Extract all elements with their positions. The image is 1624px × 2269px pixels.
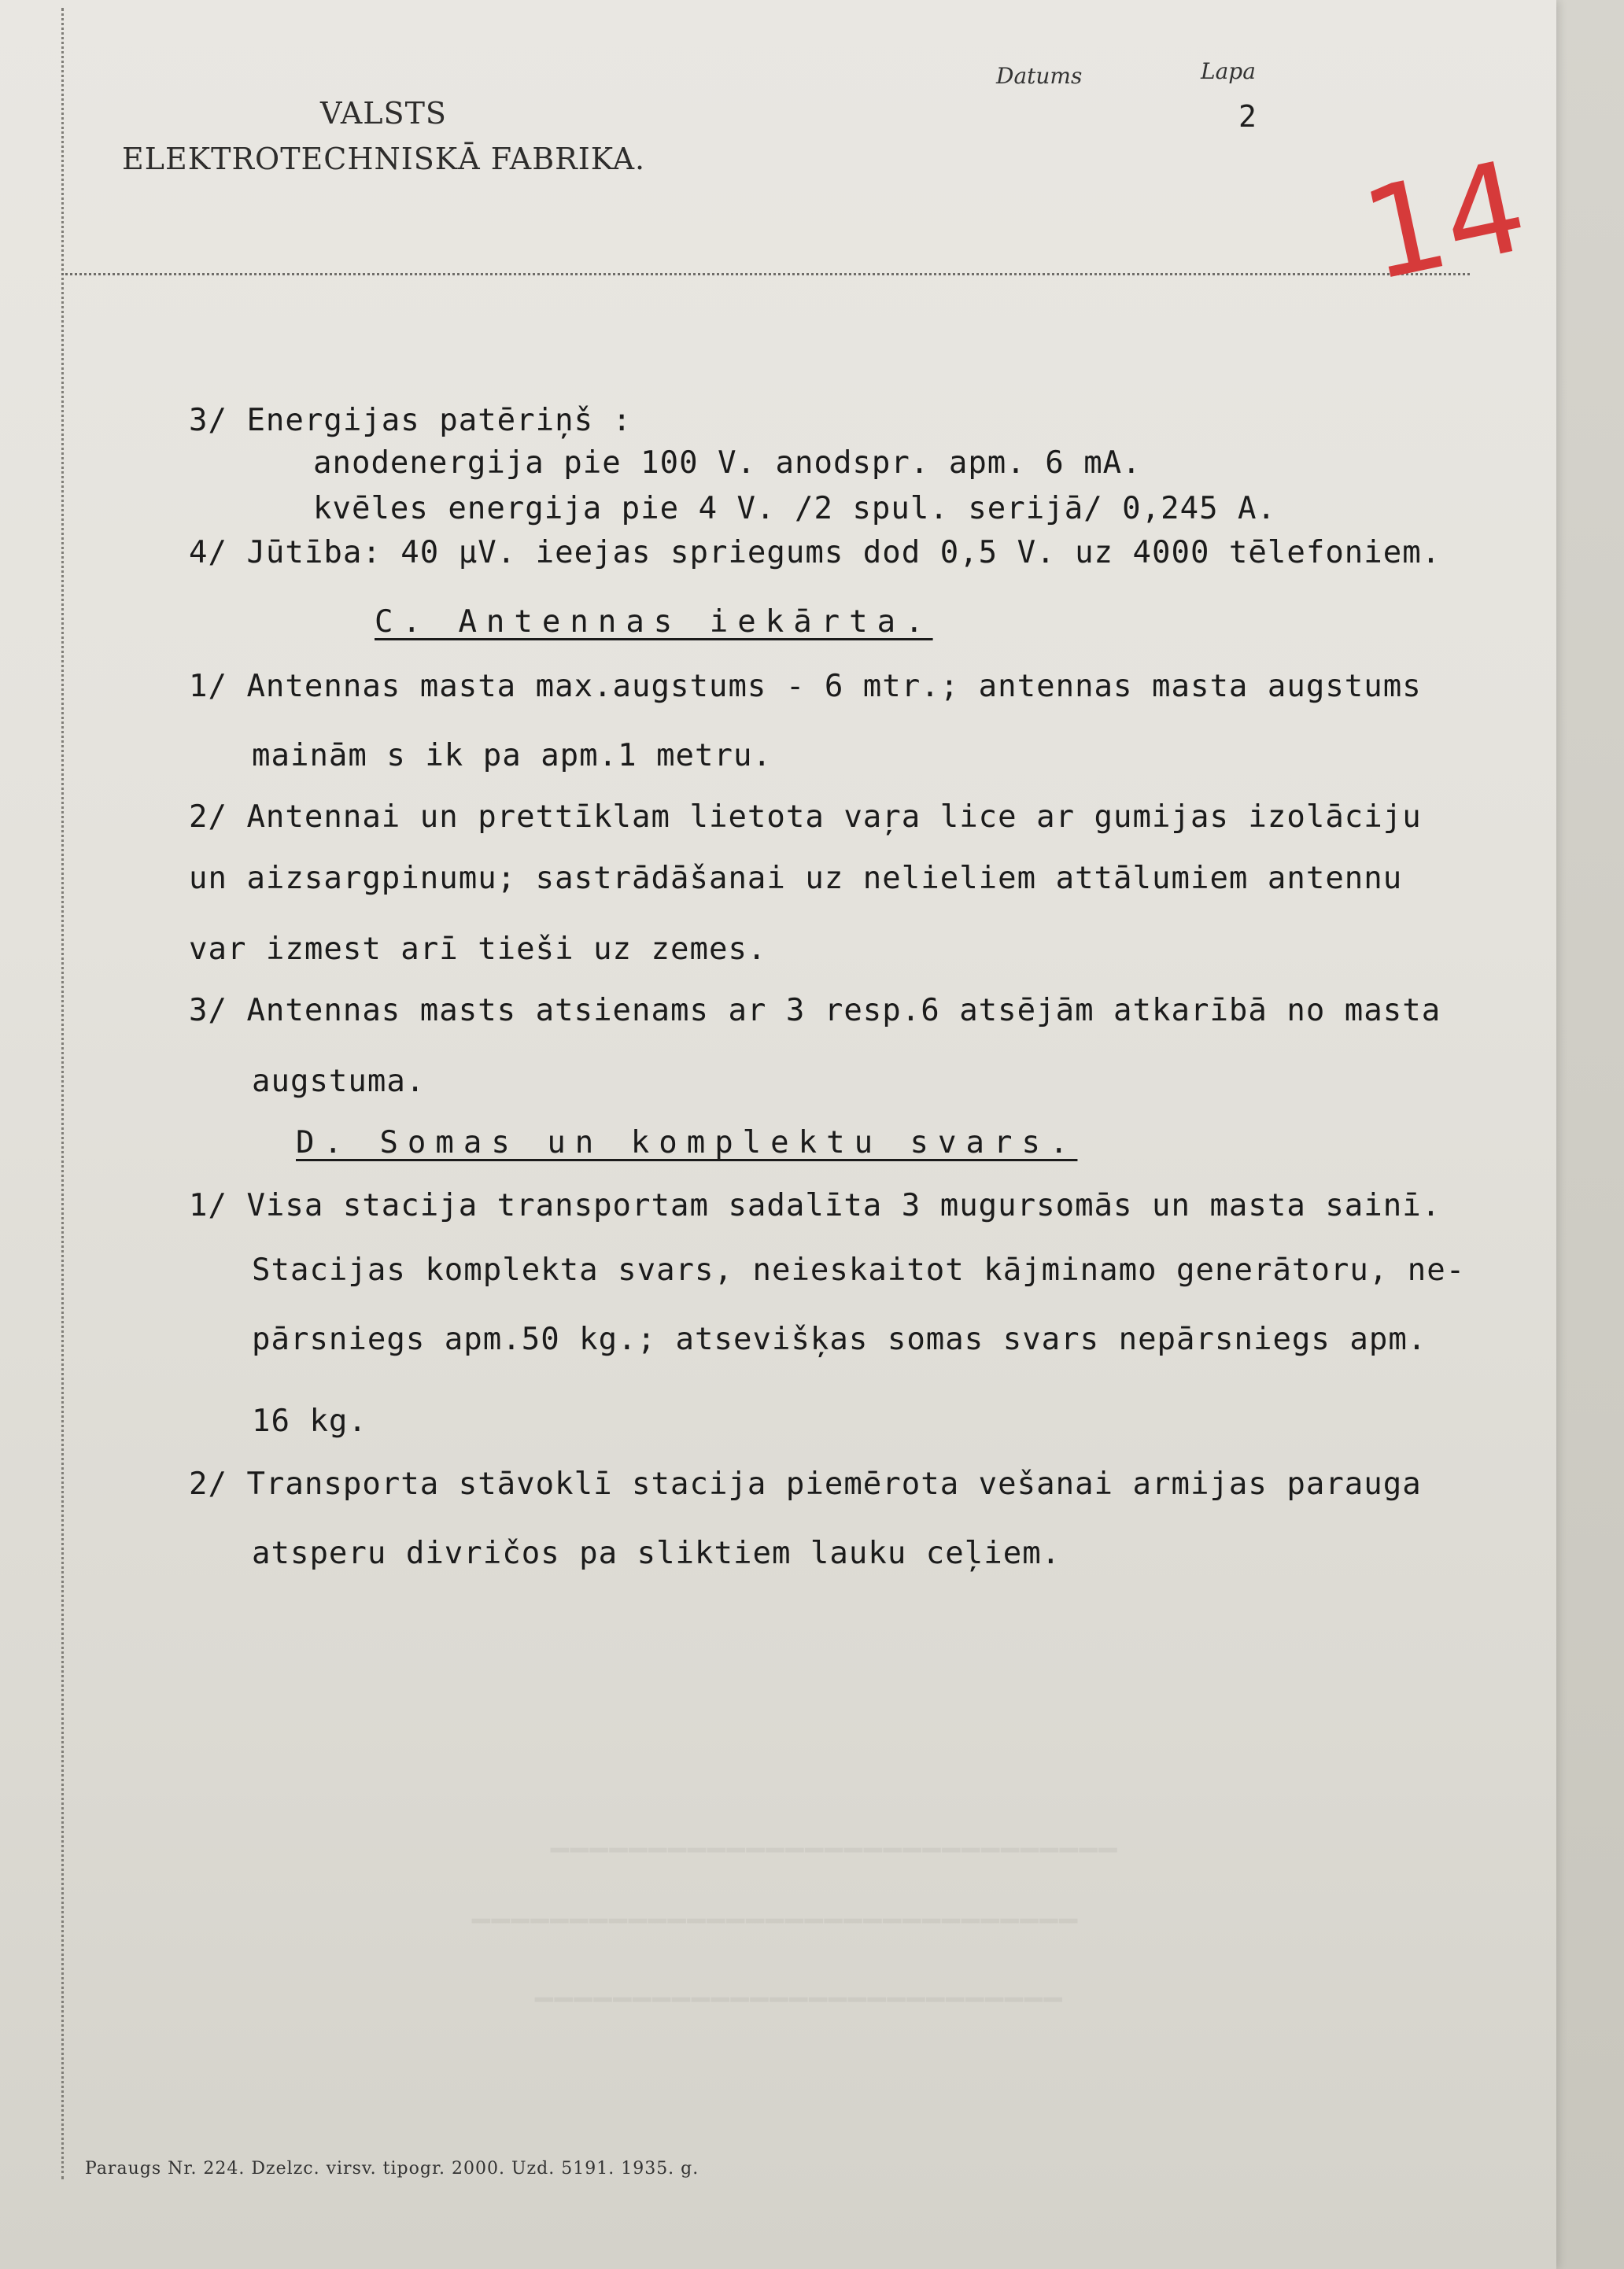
section-heading-bags-weight: D. Somas un komplektu svars. — [296, 1125, 1078, 1160]
weight-item-1-line2: Stacijas komplekta svars, neieskaitot kājminamo generātoru, ne- — [252, 1253, 1466, 1288]
page-label: Lapa — [1201, 58, 1256, 84]
weight-item-2-line1: 2/ Transporta stāvoklī stacija piemērota vešanai armijas parauga — [189, 1467, 1422, 1502]
anode-energy-line: anodenergija pie 100 V. anodspr. apm. 6 mA. — [313, 445, 1142, 481]
form-footer-imprint: Paraugs Nr. 224. Dzelzc. virsv. tipogr. 2000. Uzd. 5191. 1935. g. — [85, 2159, 699, 2179]
weight-item-2-line2: atsperu divričos pa sliktiem lauku ceļiem. — [252, 1536, 1061, 1571]
page-number: 2 — [1238, 99, 1257, 134]
header-dotted-rule — [61, 273, 1470, 275]
show-through-text: ▁▁▁▁▁▁▁▁▁▁▁▁▁▁▁▁▁▁▁▁▁▁▁▁▁▁▁▁▁ — [551, 1817, 1119, 1852]
show-through-text: ▁▁▁▁▁▁▁▁▁▁▁▁▁▁▁▁▁▁▁▁▁▁▁▁▁▁▁ — [535, 1967, 1064, 2002]
section-heading-antenna: C. Antennas iekārta. — [375, 604, 933, 640]
show-through-text: ▁▁▁▁▁▁▁▁▁▁▁▁▁▁▁▁▁▁▁▁▁▁▁▁▁▁▁▁▁▁▁ — [472, 1888, 1080, 1923]
weight-item-1-line1: 1/ Visa stacija transportam sadalīta 3 mugursomās un masta sainī. — [189, 1188, 1441, 1223]
date-label: Datums — [996, 63, 1083, 89]
item-energy-consumption: 3/ Energijas patēriņš : — [189, 403, 633, 438]
antenna-item-1-line2: mainām s ik pa apm.1 metru. — [252, 738, 772, 773]
item-sensitivity: 4/ Jūtība: 40 μV. ieejas spriegums dod 0,5 V. uz 4000 tēlefoniem. — [189, 535, 1441, 570]
company-name-line1: VALSTS — [320, 96, 447, 131]
weight-item-1-line3: pārsniegs apm.50 kg.; atsevišķas somas svars nepārsniegs apm. — [252, 1322, 1427, 1357]
antenna-item-3-line2: augstuma. — [252, 1064, 426, 1099]
filament-energy-line: kvēles energija pie 4 V. /2 spul. serijā/ 0,245 A. — [313, 491, 1276, 526]
antenna-item-3-line1: 3/ Antennas masts atsienams ar 3 resp.6 atsējām atkarībā no masta — [189, 993, 1441, 1028]
folio-number-mark: 14 — [1351, 131, 1539, 310]
company-name-line2: ELEKTROTECHNISKĀ FABRIKA. — [122, 142, 646, 176]
antenna-item-1-line1: 1/ Antennas masta max.augstums - 6 mtr.; antennas masta augstums — [189, 669, 1422, 704]
margin-dotted-rule — [61, 8, 64, 2179]
weight-item-1-line4: 16 kg. — [252, 1404, 367, 1439]
antenna-item-2-line3: var izmest arī tieši uz zemes. — [189, 932, 767, 967]
antenna-item-2-line1: 2/ Antennai un prettīklam lietota vaŗa lice ar gumijas izolāciju — [189, 799, 1422, 835]
antenna-item-2-line2: un aizsargpinumu; sastrādāšanai uz nelieliem attālumiem antennu — [189, 861, 1403, 896]
